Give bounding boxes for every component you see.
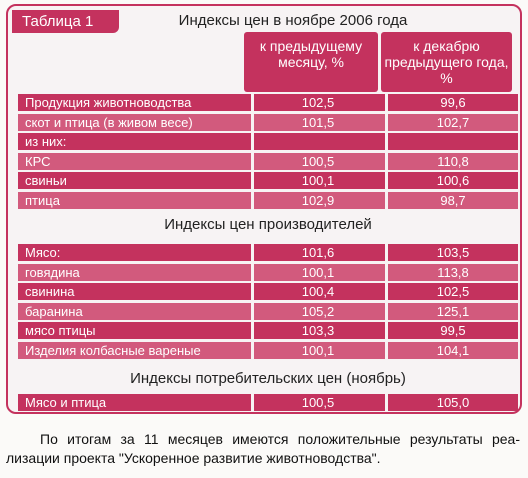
row-value-december: 103,5 <box>436 245 470 260</box>
row-name: свиньи <box>25 173 67 188</box>
table-label: Таблица 1 <box>12 10 119 33</box>
table-row <box>18 322 518 339</box>
row-value-previous-month: 100,4 <box>301 284 335 299</box>
row-name: птица <box>25 192 60 208</box>
row-value-previous-month: 105,2 <box>301 303 335 319</box>
row-value-december: 102,7 <box>436 114 470 130</box>
column-header-previous-month-text: к предыдущему месяцу, % <box>259 38 363 70</box>
row-value-previous-month: 101,6 <box>301 245 335 260</box>
table-row <box>18 394 518 411</box>
column-header-december <box>381 32 512 92</box>
row-value-december: 98,7 <box>440 192 466 208</box>
table-row <box>18 192 518 209</box>
table-panel <box>6 4 522 414</box>
row-value-december: 100,6 <box>436 173 470 188</box>
row-value-previous-month: 101,5 <box>301 114 335 130</box>
row-value-december: 125,1 <box>436 303 470 319</box>
row-name: из них: <box>25 134 67 149</box>
row-value-december: 105,0 <box>436 395 470 410</box>
row-value-previous-month: 100,5 <box>301 153 335 169</box>
table-row <box>18 283 518 300</box>
column-divider <box>385 133 388 150</box>
table-row <box>18 244 518 261</box>
column-divider <box>251 133 254 150</box>
table-row <box>18 153 518 170</box>
row-name: говядина <box>25 264 80 280</box>
footer-line-2: лизации проекта "Ускоренное развитие животноводства". <box>6 450 381 466</box>
row-value-december: 99,6 <box>440 95 466 110</box>
row-value-december: 99,5 <box>440 323 466 338</box>
table-row <box>18 133 518 150</box>
section-title-producers: Индексы цен производителей <box>164 216 372 233</box>
table-row <box>18 172 518 189</box>
row-value-december: 102,5 <box>436 284 470 299</box>
row-name: мясо птицы <box>25 323 96 338</box>
row-name: скот и птица (в живом весе) <box>25 114 193 130</box>
row-name: свинина <box>25 284 75 299</box>
row-value-previous-month: 100,1 <box>301 173 335 188</box>
footer-text <box>6 430 520 468</box>
table-row <box>18 342 518 359</box>
row-value-previous-month: 102,5 <box>301 95 335 110</box>
table-row <box>18 94 518 111</box>
table-row <box>18 114 518 131</box>
row-name: Мясо: <box>25 245 61 260</box>
row-name: КРС <box>25 153 51 169</box>
row-name: Мясо и птица <box>25 395 107 410</box>
row-value-previous-month: 100,1 <box>301 342 335 358</box>
section-title-consumer: Индексы потребительских цен (ноябрь) <box>130 370 406 387</box>
table-title: Индексы цен в ноябре 2006 года <box>178 12 408 29</box>
row-name: баранина <box>25 303 83 319</box>
row-value-december: 113,8 <box>437 264 469 280</box>
row-name: Продукция животноводства <box>25 95 192 110</box>
row-value-previous-month: 103,3 <box>301 323 335 338</box>
column-header-previous-month <box>244 32 378 92</box>
row-name: Изделия колбасные вареные <box>25 342 201 358</box>
row-value-previous-month: 100,1 <box>301 264 335 280</box>
row-value-previous-month: 102,9 <box>301 192 335 208</box>
row-value-december: 104,1 <box>436 342 470 358</box>
row-value-december: 110,8 <box>437 153 469 169</box>
table-row <box>18 303 518 320</box>
row-value-previous-month: 100,5 <box>301 395 335 410</box>
column-header-december-text: к декабрю предыдущего года, % <box>384 38 509 86</box>
footer-line-1: По итогам за 11 месяцев имеются положительные результаты реа- <box>40 431 520 447</box>
table-row <box>18 264 518 281</box>
